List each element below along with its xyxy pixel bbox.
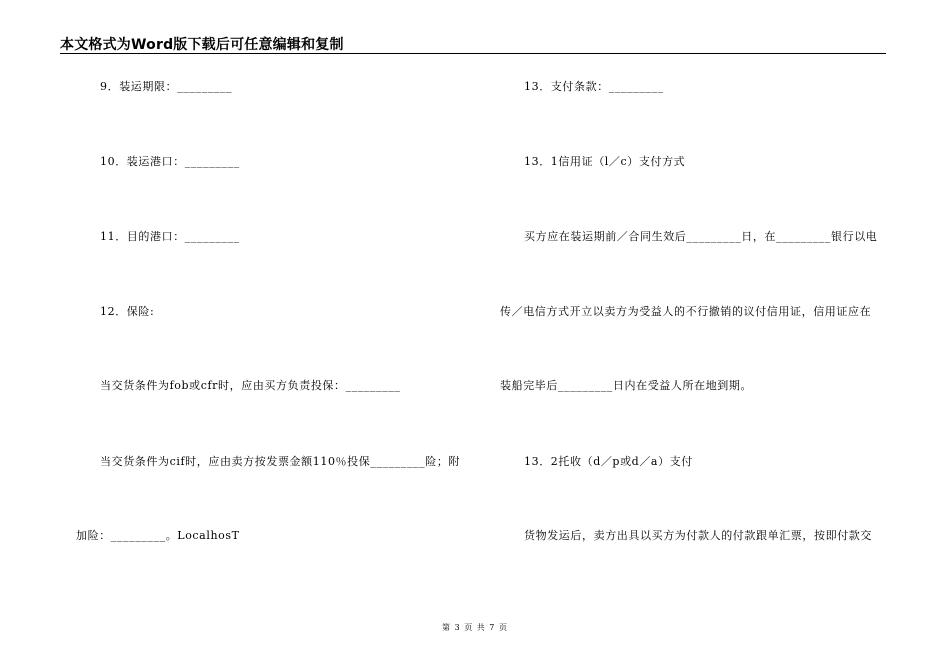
header-divider: [60, 53, 886, 54]
clause-10-port-of-loading: 10．装运港口：_________: [100, 155, 240, 168]
clause-12-insurance: 12．保险:: [100, 305, 155, 318]
clause-13-1-letter-of-credit: 13．1信用证（l／c）支付方式: [524, 155, 686, 168]
additional-insurance-text: 加险：_________。LocalhosT: [76, 529, 240, 542]
clause-9-shipment-period: 9．装运期限：_________: [100, 80, 233, 93]
clause-11-destination-port: 11．目的港口：_________: [100, 230, 240, 243]
lc-paragraph-line-3: 装船完毕后_________日内在受益人所在地到期。: [500, 379, 753, 392]
insurance-fob-cfr-text: 当交货条件为fob或cfr时，应由买方负责投保：_________: [100, 379, 401, 392]
document-header-title: 本文格式为Word版下载后可任意编辑和复制: [60, 37, 344, 53]
lc-paragraph-line-1: 买方应在装运期前／合同生效后_________日，在_________银行以电: [524, 230, 878, 243]
clause-13-payment-terms: 13．支付条款：_________: [524, 80, 664, 93]
insurance-cif-text: 当交货条件为cif时，应由卖方按发票金额110％投保_________险；附: [100, 455, 461, 468]
page-number: 第 3 页 共 7 页: [442, 623, 508, 632]
lc-paragraph-line-2: 传／电信方式开立以卖方为受益人的不行撤销的议付信用证，信用证应在: [500, 305, 872, 318]
collection-paragraph-line-1: 货物发运后，卖方出具以买方为付款人的付款跟单汇票，按即付款交: [524, 529, 872, 542]
clause-13-2-collection: 13．2托收（d／p或d／a）支付: [524, 455, 693, 468]
